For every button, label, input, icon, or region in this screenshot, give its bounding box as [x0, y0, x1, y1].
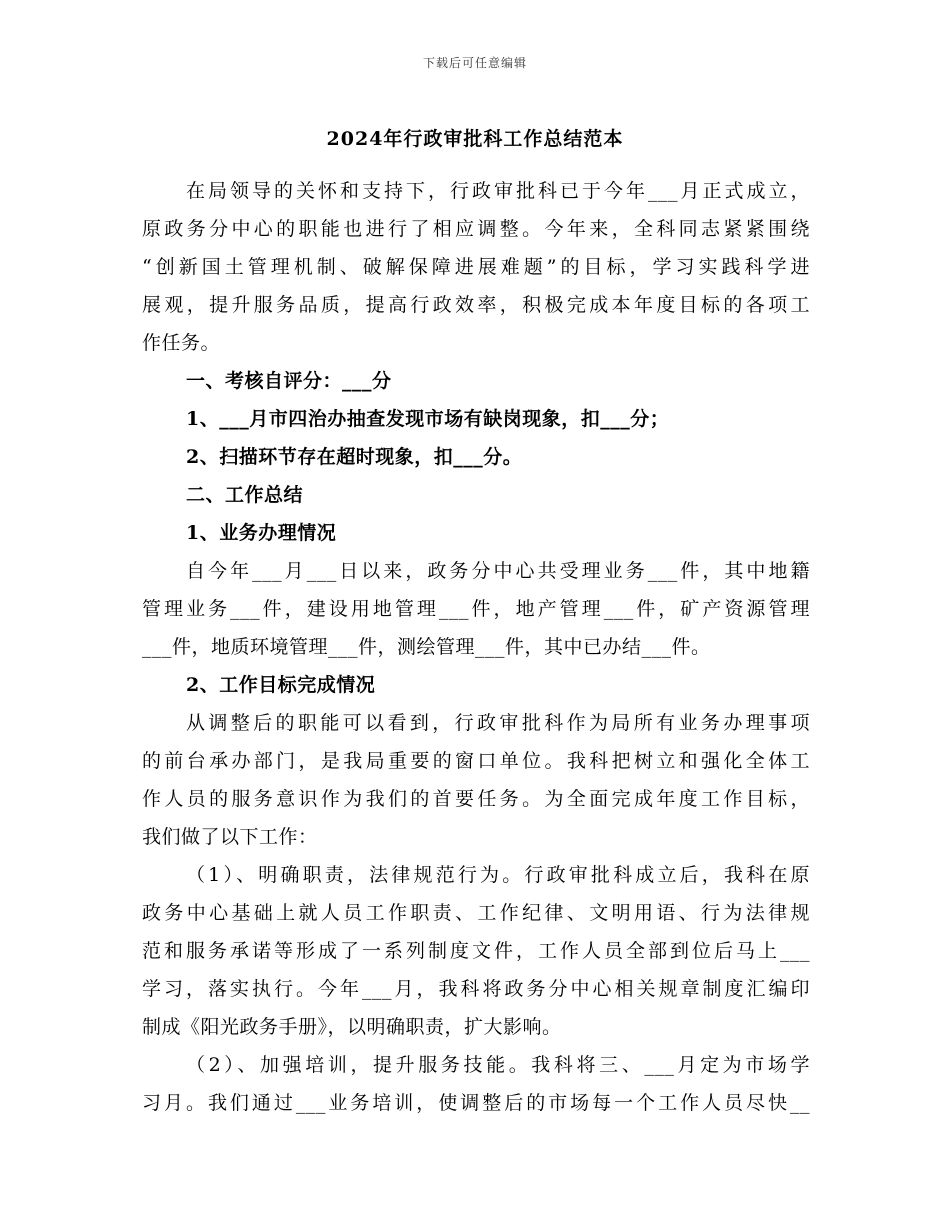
document-body	[142, 172, 810, 1122]
paragraph-line: 的前台承办部门，是我局重要的窗口单位。我科把树立和强化全体工	[142, 750, 810, 772]
list-item: 2、扫描环节存在超时现象，扣___分。	[186, 446, 523, 468]
paragraph-line: 作人员的服务意识作为我们的首要任务。为全面完成年度工作目标，	[142, 788, 810, 810]
page-header-note: 下载后可任意编辑	[422, 56, 527, 70]
paragraph-line: “创新国土管理机制、破解保障进展难题”的目标，学习实践科学进	[142, 256, 810, 278]
paragraph-line: 学习，落实执行。今年___月，我科将政务分中心相关规章制度汇编印	[142, 978, 810, 1000]
paragraph-line: 政务中心基础上就人员工作职责、工作纪律、文明用语、行为法律规	[142, 902, 810, 924]
paragraph-line: 原政务分中心的职能也进行了相应调整。今年来，全科同志紧紧围绕	[142, 218, 810, 240]
paragraph-line: （1）、明确职责，法律规范行为。行政审批科成立后，我科在原	[186, 864, 810, 886]
subsection-heading: 2、工作目标完成情况	[186, 674, 376, 696]
document-title: 2024年行政审批科工作总结范本	[326, 128, 624, 150]
paragraph-line: 自今年___月___日以来，政务分中心共受理业务___件，其中地籍	[186, 560, 810, 582]
paragraph-line: 制成《阳光政务手册》，以明确职责，扩大影响。	[142, 1016, 562, 1038]
paragraph-line: ___件，地质环境管理___件，测绘管理___件，其中已办结___件。	[142, 636, 711, 658]
subsection-heading: 1、业务办理情况	[186, 522, 337, 544]
paragraph-line: 管理业务___件，建设用地管理___件，地产管理___件，矿产资源管理	[142, 598, 810, 620]
list-item: 1、___月市四治办抽查发现市场有缺岗现象，扣___分；	[186, 408, 670, 430]
paragraph-line: 在局领导的关怀和支持下，行政审批科已于今年___月正式成立，	[186, 180, 810, 202]
section-heading: 一、考核自评分：___分	[186, 370, 392, 392]
section-heading: 二、工作总结	[186, 484, 304, 506]
paragraph-line: 作任务。	[142, 332, 221, 354]
paragraph-line: 展观，提升服务品质，提高行政效率，积极完成本年度目标的各项工	[142, 294, 810, 316]
paragraph-line: 范和服务承诺等形成了一系列制度文件，工作人员全部到位后马上___	[142, 940, 810, 962]
paragraph-line: 习月。我们通过___业务培训，使调整后的市场每一个工作人员尽快__	[142, 1092, 810, 1114]
paragraph-line: 从调整后的职能可以看到，行政审批科作为局所有业务办理事项	[186, 712, 810, 734]
paragraph-line: 我们做了以下工作：	[142, 826, 318, 848]
paragraph-line: （2）、加强培训，提升服务技能。我科将三、___月定为市场学	[186, 1054, 810, 1076]
